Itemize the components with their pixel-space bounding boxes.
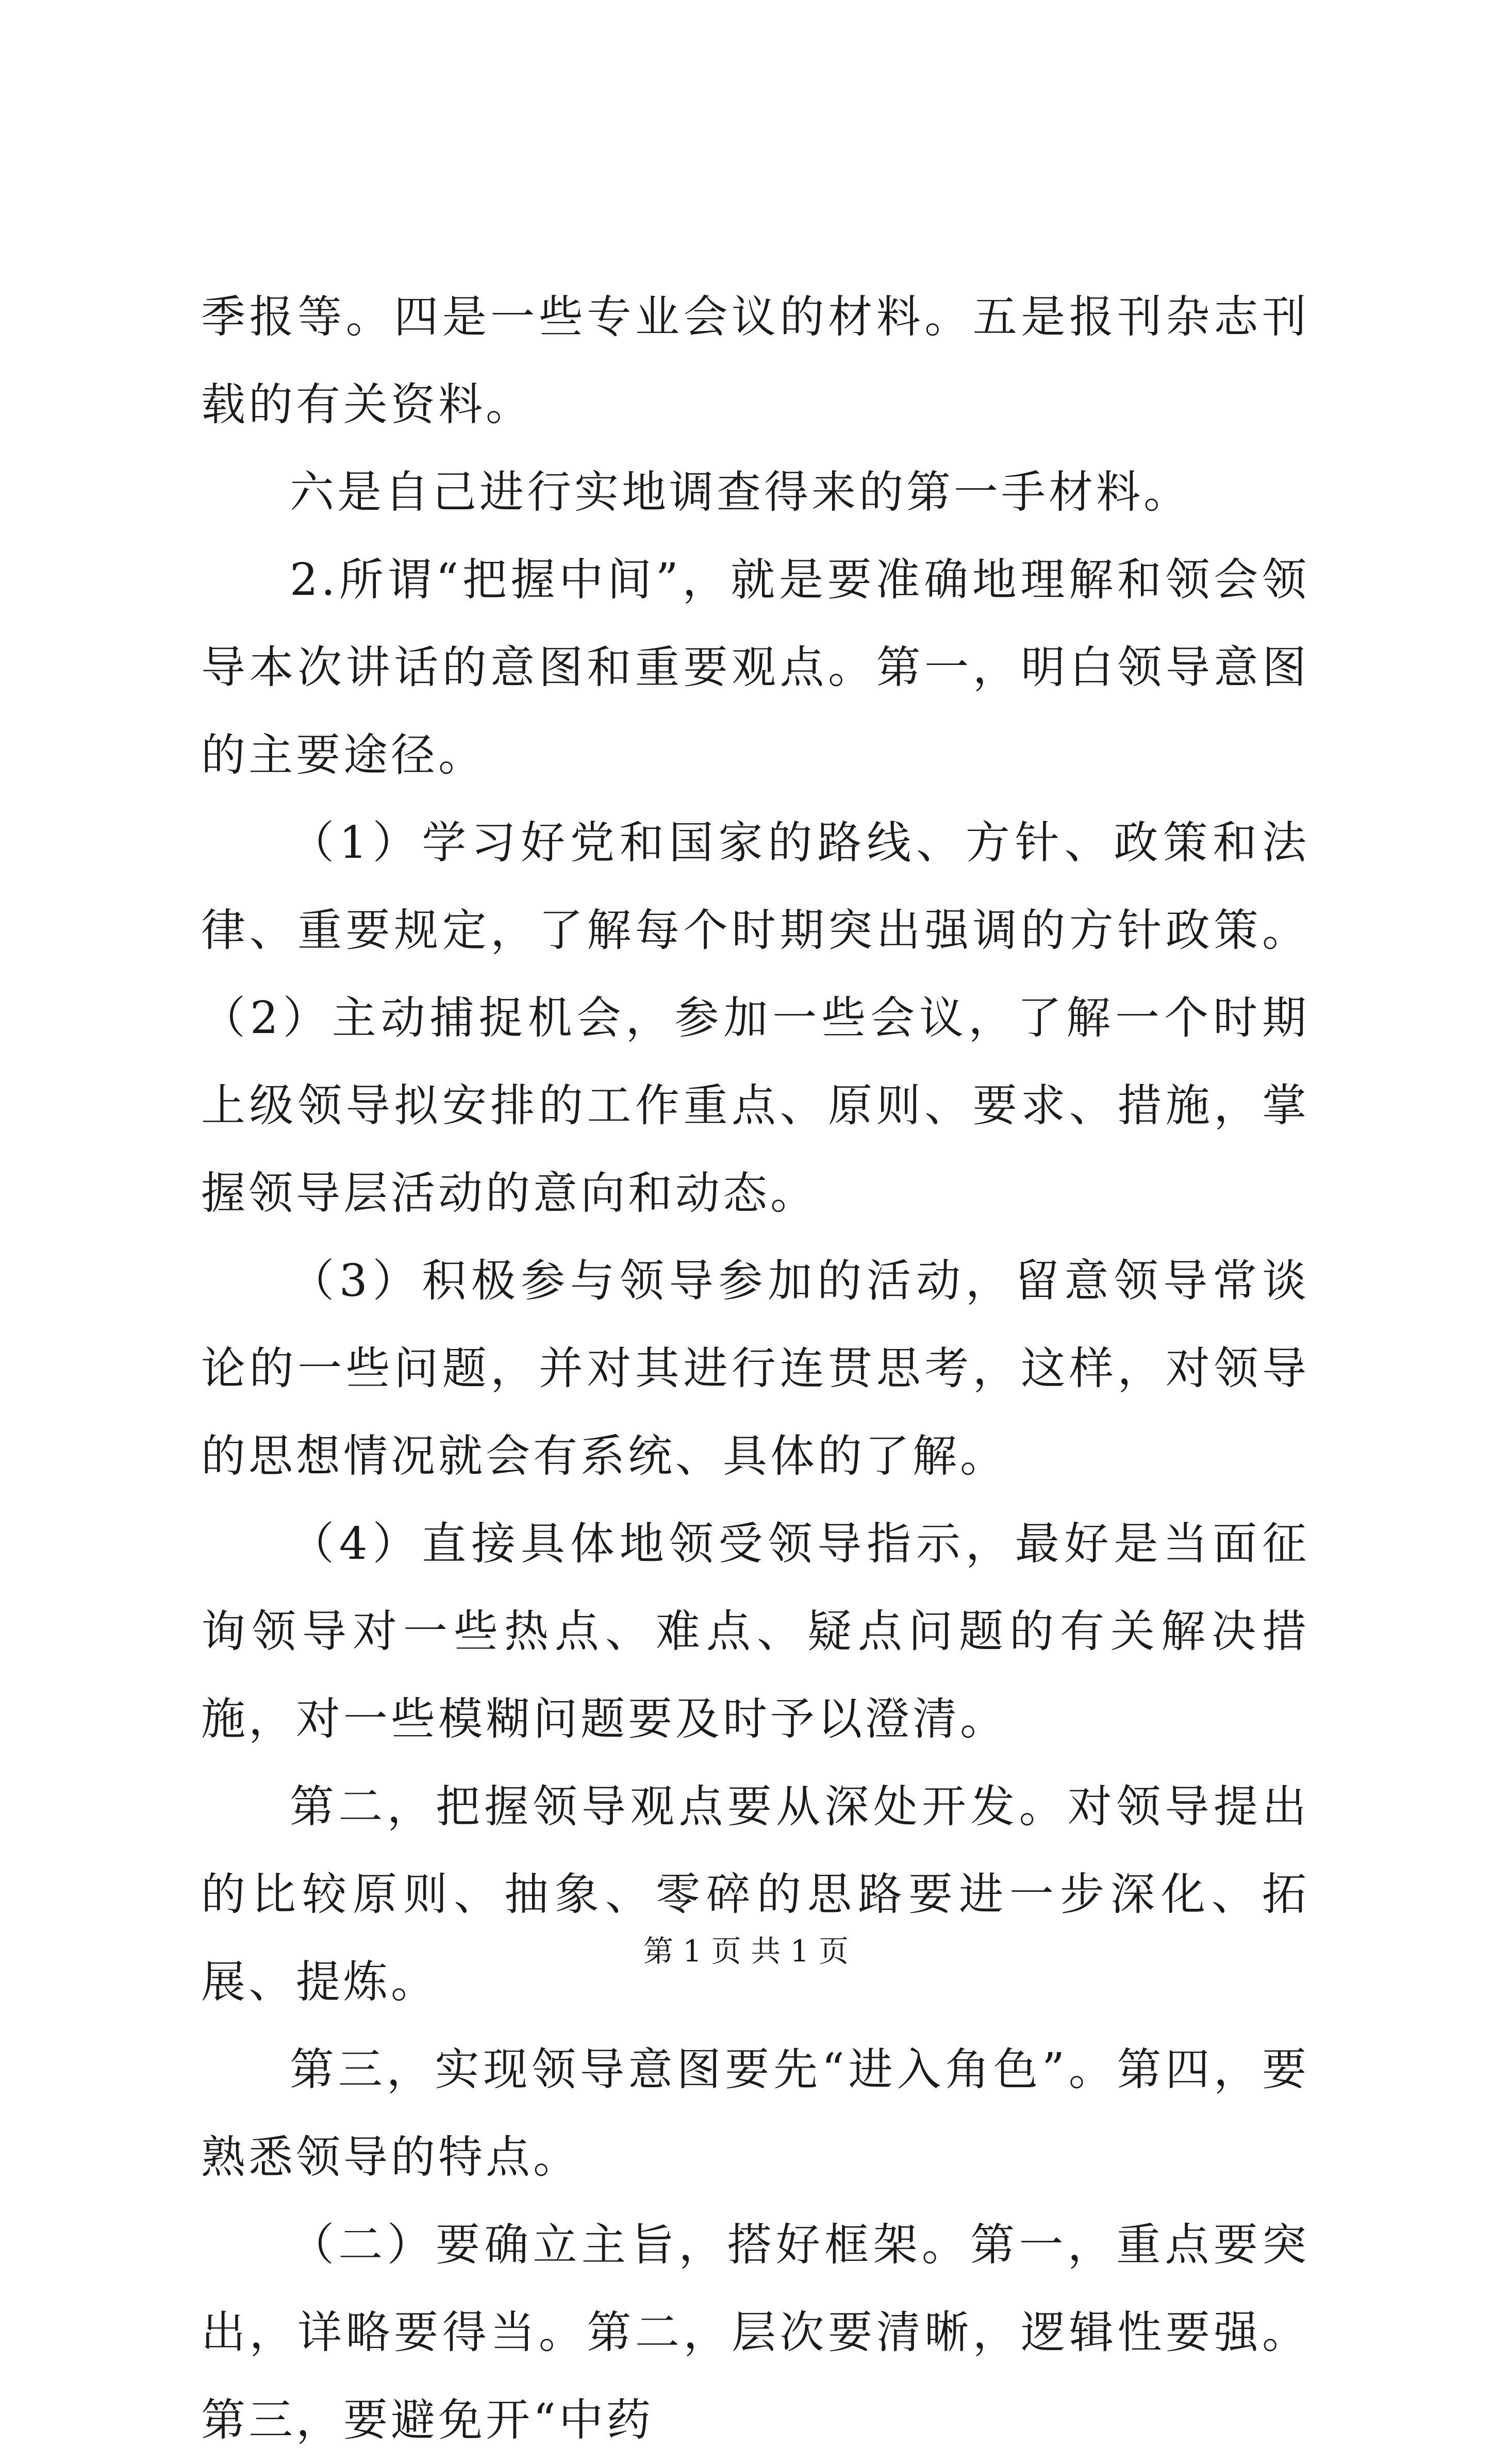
paragraph-7: 第二，把握领导观点要从深处开发。对领导提出的比较原则、抽象、零碎的思路要进一步深化、拓展、提炼。 (201, 1781, 1309, 2008)
body-text (201, 273, 1309, 2464)
paragraph-2: 六是自己进行实地调查得来的第一手材料。 (290, 467, 1191, 518)
paragraph-3: 2.所谓“把握中间”，就是要准确地理解和领会领导本次讲话的意图和重要观点。第一，明白领导意图的主要途径。 (201, 554, 1309, 781)
paragraph-5: （3）积极参与领导参加的活动，留意领导常谈论的一些问题，并对其进行连贯思考，这样，对领导的思想情况就会有系统、具体的了解。 (201, 1255, 1309, 1482)
paragraph-8: 第三，实现领导意图要先“进入角色”。第四，要熟悉领导的特点。 (201, 2044, 1309, 2183)
paragraph-9: （二）要确立主旨，搭好框架。第一，重点要突出，详略要得当。第二，层次要清晰，逻辑性要强。第三，要避免开“中药 (201, 2219, 1309, 2446)
paragraph-1: 季报等。四是一些专业会议的材料。五是报刊杂志刊载的有关资料。 (201, 291, 1309, 430)
paragraph-4: （1）学习好党和国家的路线、方针、政策和法律、重要规定，了解每个时期突出强调的方针政策。（2）主动捕捉机会，参加一些会议，了解一个时期上级领导拟安排的工作重点、原则、要求、措施，掌握领导层活动的意向和动态。 (201, 817, 1309, 1219)
page-footer: 第 1 页 共 1 页 (643, 1934, 849, 1969)
paragraph-6: （4）直接具体地领受领导指示，最好是当面征询领导对一些热点、难点、疑点问题的有关解决措施，对一些模糊问题要及时予以澄清。 (201, 1518, 1309, 1745)
